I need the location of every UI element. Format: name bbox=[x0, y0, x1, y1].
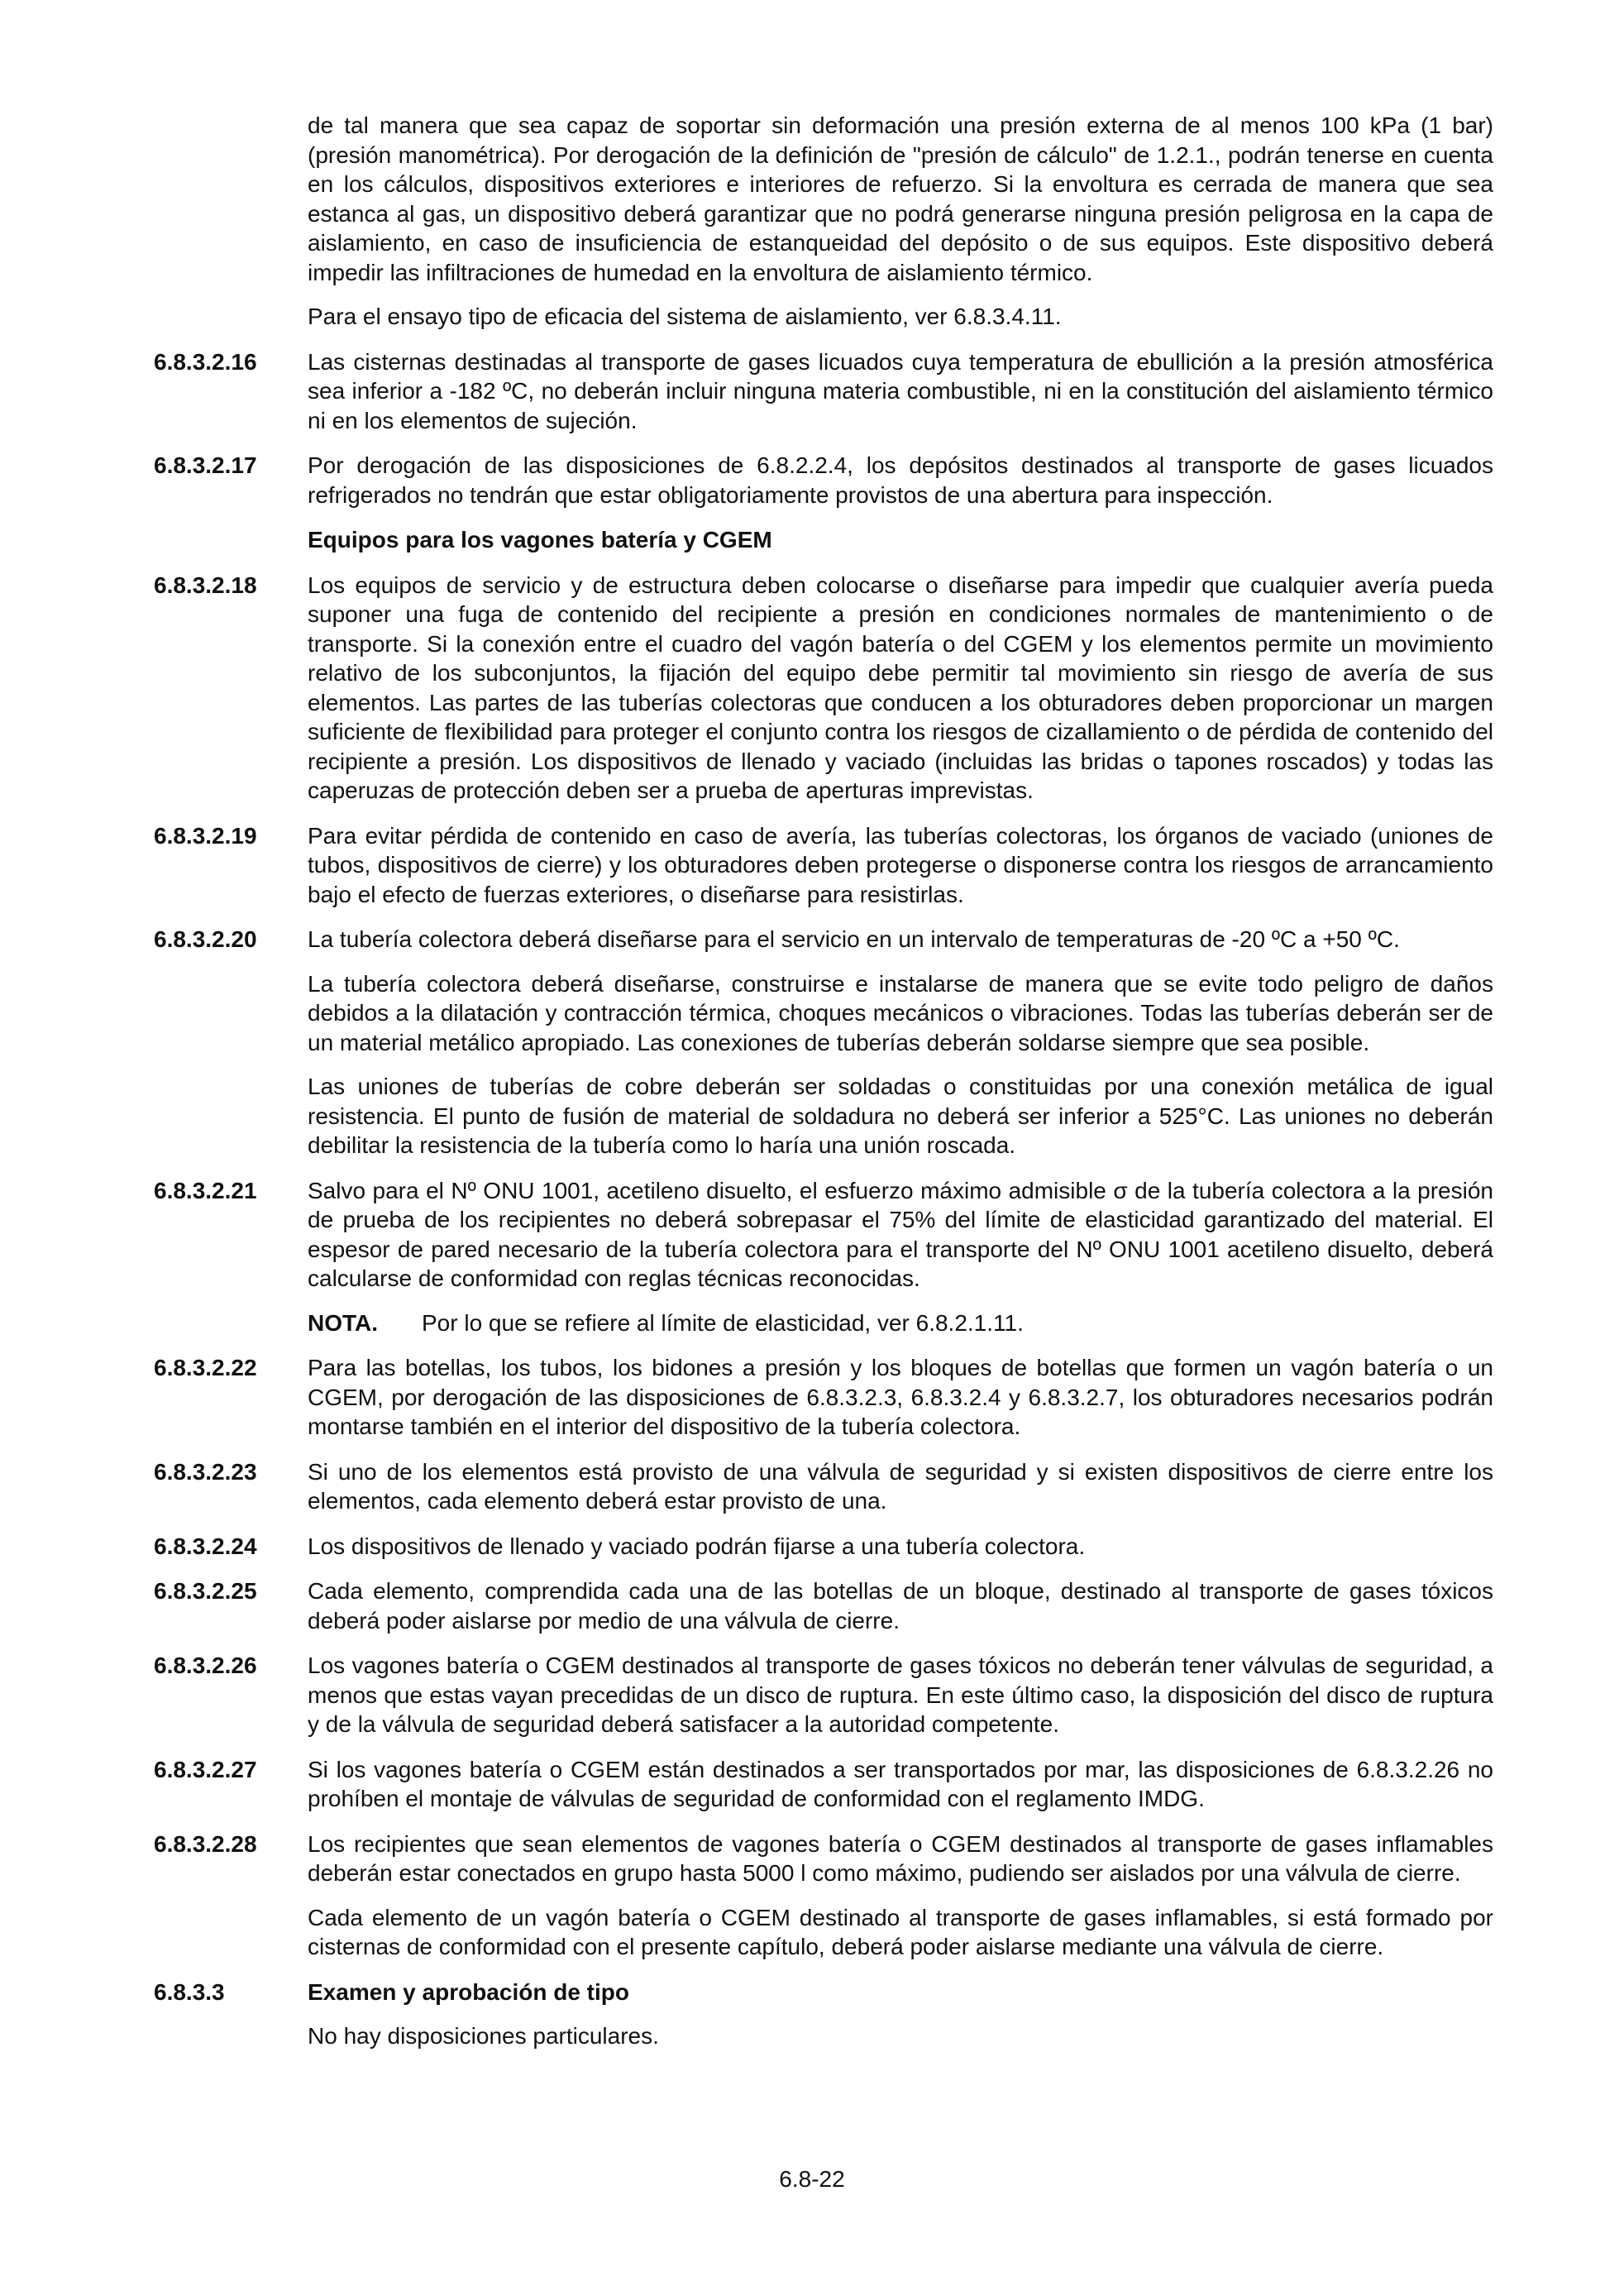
paragraph: La tubería colectora deberá diseñarse, construirse e instalarse de manera que se evite todo peligro de daños debidos a la dilatación y contracción térmica, choques mecánicos o vibraciones. Todas las tuberías deberán ser de un material metálico apropiado. Las conexiones de tuberías deberán soldarse siempre que sea posible. bbox=[308, 970, 1493, 1055]
section-6-8-3-2-27 bbox=[154, 1755, 1493, 1814]
section-6-8-3-2-18 bbox=[154, 571, 1493, 806]
section-number: 6.8.3.2.20 bbox=[154, 926, 257, 952]
section-number: 6.8.3.2.18 bbox=[154, 572, 257, 598]
subsection-heading: Equipos para los vagones batería y CGEM bbox=[308, 527, 772, 552]
section-number: 6.8.3.2.22 bbox=[154, 1355, 257, 1380]
section-number: 6.8.3.2.17 bbox=[154, 452, 257, 478]
paragraph: Los vagones batería o CGEM destinados al transporte de gases tóxicos no deberán tener válvulas de seguridad, a menos que estas vayan precedidas de un disco de ruptura. En este último caso, la disposición del disco de ruptura y de la válvula de seguridad deberá satisfacer a la autoridad competente. bbox=[308, 1653, 1493, 1737]
paragraph: Cada elemento de un vagón batería o CGEM destinado al transporte de gases inflamables, si está formado por cisternas de conformidad con el presente capítulo, deberá poder aislarse mediante una válvula de cierre. bbox=[308, 1904, 1493, 1959]
note-label: NOTA. bbox=[308, 1309, 379, 1336]
section-number: 6.8.3.3 bbox=[154, 1978, 225, 2005]
section-6-8-3-2-20 bbox=[154, 925, 1493, 1160]
section-number: 6.8.3.2.23 bbox=[154, 1458, 257, 1485]
section-6-8-3-2-16 bbox=[154, 347, 1493, 436]
section-number: 6.8.3.2.26 bbox=[154, 1653, 257, 1678]
paragraph: Los recipientes que sean elementos de vagones batería o CGEM destinados al transporte de gases inflamables deberán estar conectados en grupo hasta 5000 l como máximo, pudiendo ser aislados por una válvula de cierre. bbox=[308, 1830, 1493, 1886]
paragraph: Para evitar pérdida de contenido en caso de avería, las tuberías colectoras, los órganos de vaciado (uniones de tubos, dispositivos de cierre) y los obturadores deben protegerse o disponerse contra los riesgos de arrancamiento bajo el efecto de fuerzas exteriores, o diseñarse para resistirlas. bbox=[308, 822, 1493, 907]
section-6-8-3-2-28 bbox=[154, 1830, 1493, 1962]
section-number: 6.8.3.2.25 bbox=[154, 1578, 257, 1604]
paragraph: Para el ensayo tipo de eficacia del sistema de aislamiento, ver 6.8.3.4.11. bbox=[308, 304, 1062, 329]
paragraph: Las cisternas destinadas al transporte de gases licuados cuya temperatura de ebullición a la presión atmosférica sea inferior a -182 ºC, no deberán incluir ninguna materia combustible, ni en la constitución del aislamiento térmico ni en los elementos de sujeción. bbox=[308, 348, 1493, 433]
section-6-8-3-2-25 bbox=[154, 1576, 1493, 1635]
section-number: 6.8.3.2.21 bbox=[154, 1177, 257, 1203]
note bbox=[308, 1308, 1493, 1338]
section-number: 6.8.3.2.19 bbox=[154, 822, 257, 849]
paragraph: Cada elemento, comprendida cada una de las botellas de un bloque, destinado al transporte de gases tóxicos deberá poder aislarse por medio de una válvula de cierre. bbox=[308, 1578, 1493, 1634]
paragraph: Para las botellas, los tubos, los bidones a presión y los bloques de botellas que formen un vagón batería o un CGEM, por derogación de las disposiciones de 6.8.3.2.3, 6.8.3.2.4 y 6.8.3.2.7, los obturadores necesarios podrán montarse también en el interior del dispositivo de la tubería colectora. bbox=[308, 1355, 1493, 1439]
section-number: 6.8.3.2.27 bbox=[154, 1756, 257, 1782]
paragraph: de tal manera que sea capaz de soportar sin deformación una presión externa de al menos 100 kPa (1 bar) (presión manométrica). Por derogación de la definición de "presión de cálculo" de 1.2.1., podrán tenerse en cuenta en los cálculos, dispositivos exteriores e interiores de refuerzo. Si la envoltura es cerrada de manera que sea estanca al gas, un dispositivo deberá garantizar que no podrá generarse ninguna presión peligrosa en la capa de aislamiento, en caso de insuficiencia de estanqueidad del depósito o de sus equipos. Este dispositivo deberá impedir las infiltraciones de humedad en la envoltura de aislamiento térmico. bbox=[308, 112, 1493, 285]
section-6-8-3-2-23 bbox=[154, 1457, 1493, 1516]
paragraph: La tubería colectora deberá diseñarse para el servicio en un intervalo de temperaturas de -20 ºC a +50 ºC. bbox=[308, 926, 1400, 952]
section-number: 6.8.3.2.28 bbox=[154, 1830, 257, 1857]
section-number: 6.8.3.2.24 bbox=[154, 1533, 257, 1559]
note-text: Por lo que se refiere al límite de elasticidad, ver 6.8.2.1.11. bbox=[422, 1309, 1024, 1336]
section-6-8-3-2-21 bbox=[154, 1176, 1493, 1338]
section-number: 6.8.3.2.16 bbox=[154, 348, 257, 375]
section-6-8-3-2-22 bbox=[154, 1353, 1493, 1442]
paragraph: No hay disposiciones particulares. bbox=[308, 2023, 659, 2049]
subsection-heading-row bbox=[154, 525, 1493, 555]
paragraph: Si uno de los elementos está provisto de una válvula de seguridad y si existen dispositivos de cierre entre los elementos, cada elemento deberá estar provisto de una. bbox=[308, 1458, 1493, 1514]
paragraph: Si los vagones batería o CGEM están destinados a ser transportados por mar, las disposiciones de 6.8.3.2.26 no prohíben el montaje de válvulas de seguridad de conformidad con el reglamento IMDG. bbox=[308, 1756, 1493, 1811]
section-6-8-3-2-24 bbox=[154, 1532, 1493, 1562]
page-content bbox=[154, 111, 1493, 2051]
section-6-8-3-2-17 bbox=[154, 451, 1493, 509]
section-heading: Examen y aprobación de tipo bbox=[308, 1978, 629, 2005]
section-6-8-3-3 bbox=[154, 1978, 1493, 2051]
section-6-8-3-2-26 bbox=[154, 1651, 1493, 1739]
paragraph: Los equipos de servicio y de estructura deben colocarse o diseñarse para impedir que cualquier avería pueda suponer una fuga de contenido del recipiente a presión en condiciones normales de mantenimiento o de transporte. Si la conexión entre el cuadro del vagón batería o del CGEM y los elementos permite un movimiento relativo de los subconjuntos, la fijación del equipo debe permitir tal movimiento sin riesgo de avería de sus elementos. Las partes de las tuberías colectoras que conducen a los obturadores deben proporcionar un margen suficiente de flexibilidad para proteger el conjunto contra los riesgos de cizallamiento o de pérdida de contenido del recipiente a presión. Los dispositivos de llenado y vaciado (incluidas las bridas o tapones roscados) y todas las caperuzas de protección deben ser a prueba de aperturas imprevistas. bbox=[308, 572, 1493, 803]
paragraph: Los dispositivos de llenado y vaciado podrán fijarse a una tubería colectora. bbox=[308, 1533, 1086, 1559]
section-6-8-3-2-19 bbox=[154, 821, 1493, 910]
page-number: 6.8-22 bbox=[779, 2166, 845, 2192]
paragraph: Salvo para el Nº ONU 1001, acetileno disuelto, el esfuerzo máximo admisible σ de la tubería colectora a la presión de prueba de los recipientes no deberá sobrepasar el 75% del límite de elasticidad garantizado del material. El espesor de pared necesario de la tubería colectora para el transporte del Nº ONU 1001 acetileno disuelto, deberá calcularse de conformidad con reglas técnicas reconocidas. bbox=[308, 1177, 1493, 1291]
intro-block bbox=[154, 111, 1493, 332]
paragraph: Por derogación de las disposiciones de 6.8.2.2.4, los depósitos destinados al transporte de gases licuados refrigerados no tendrán que estar obligatoriamente provistos de una abertura para inspección. bbox=[308, 452, 1493, 508]
paragraph: Las uniones de tuberías de cobre deberán ser soldadas o constituidas por una conexión metálica de igual resistencia. El punto de fusión de material de soldadura no deberá ser inferior a 525°C. Las uniones no deberán debilitar la resistencia de la tubería como lo haría una unión roscada. bbox=[308, 1074, 1493, 1158]
